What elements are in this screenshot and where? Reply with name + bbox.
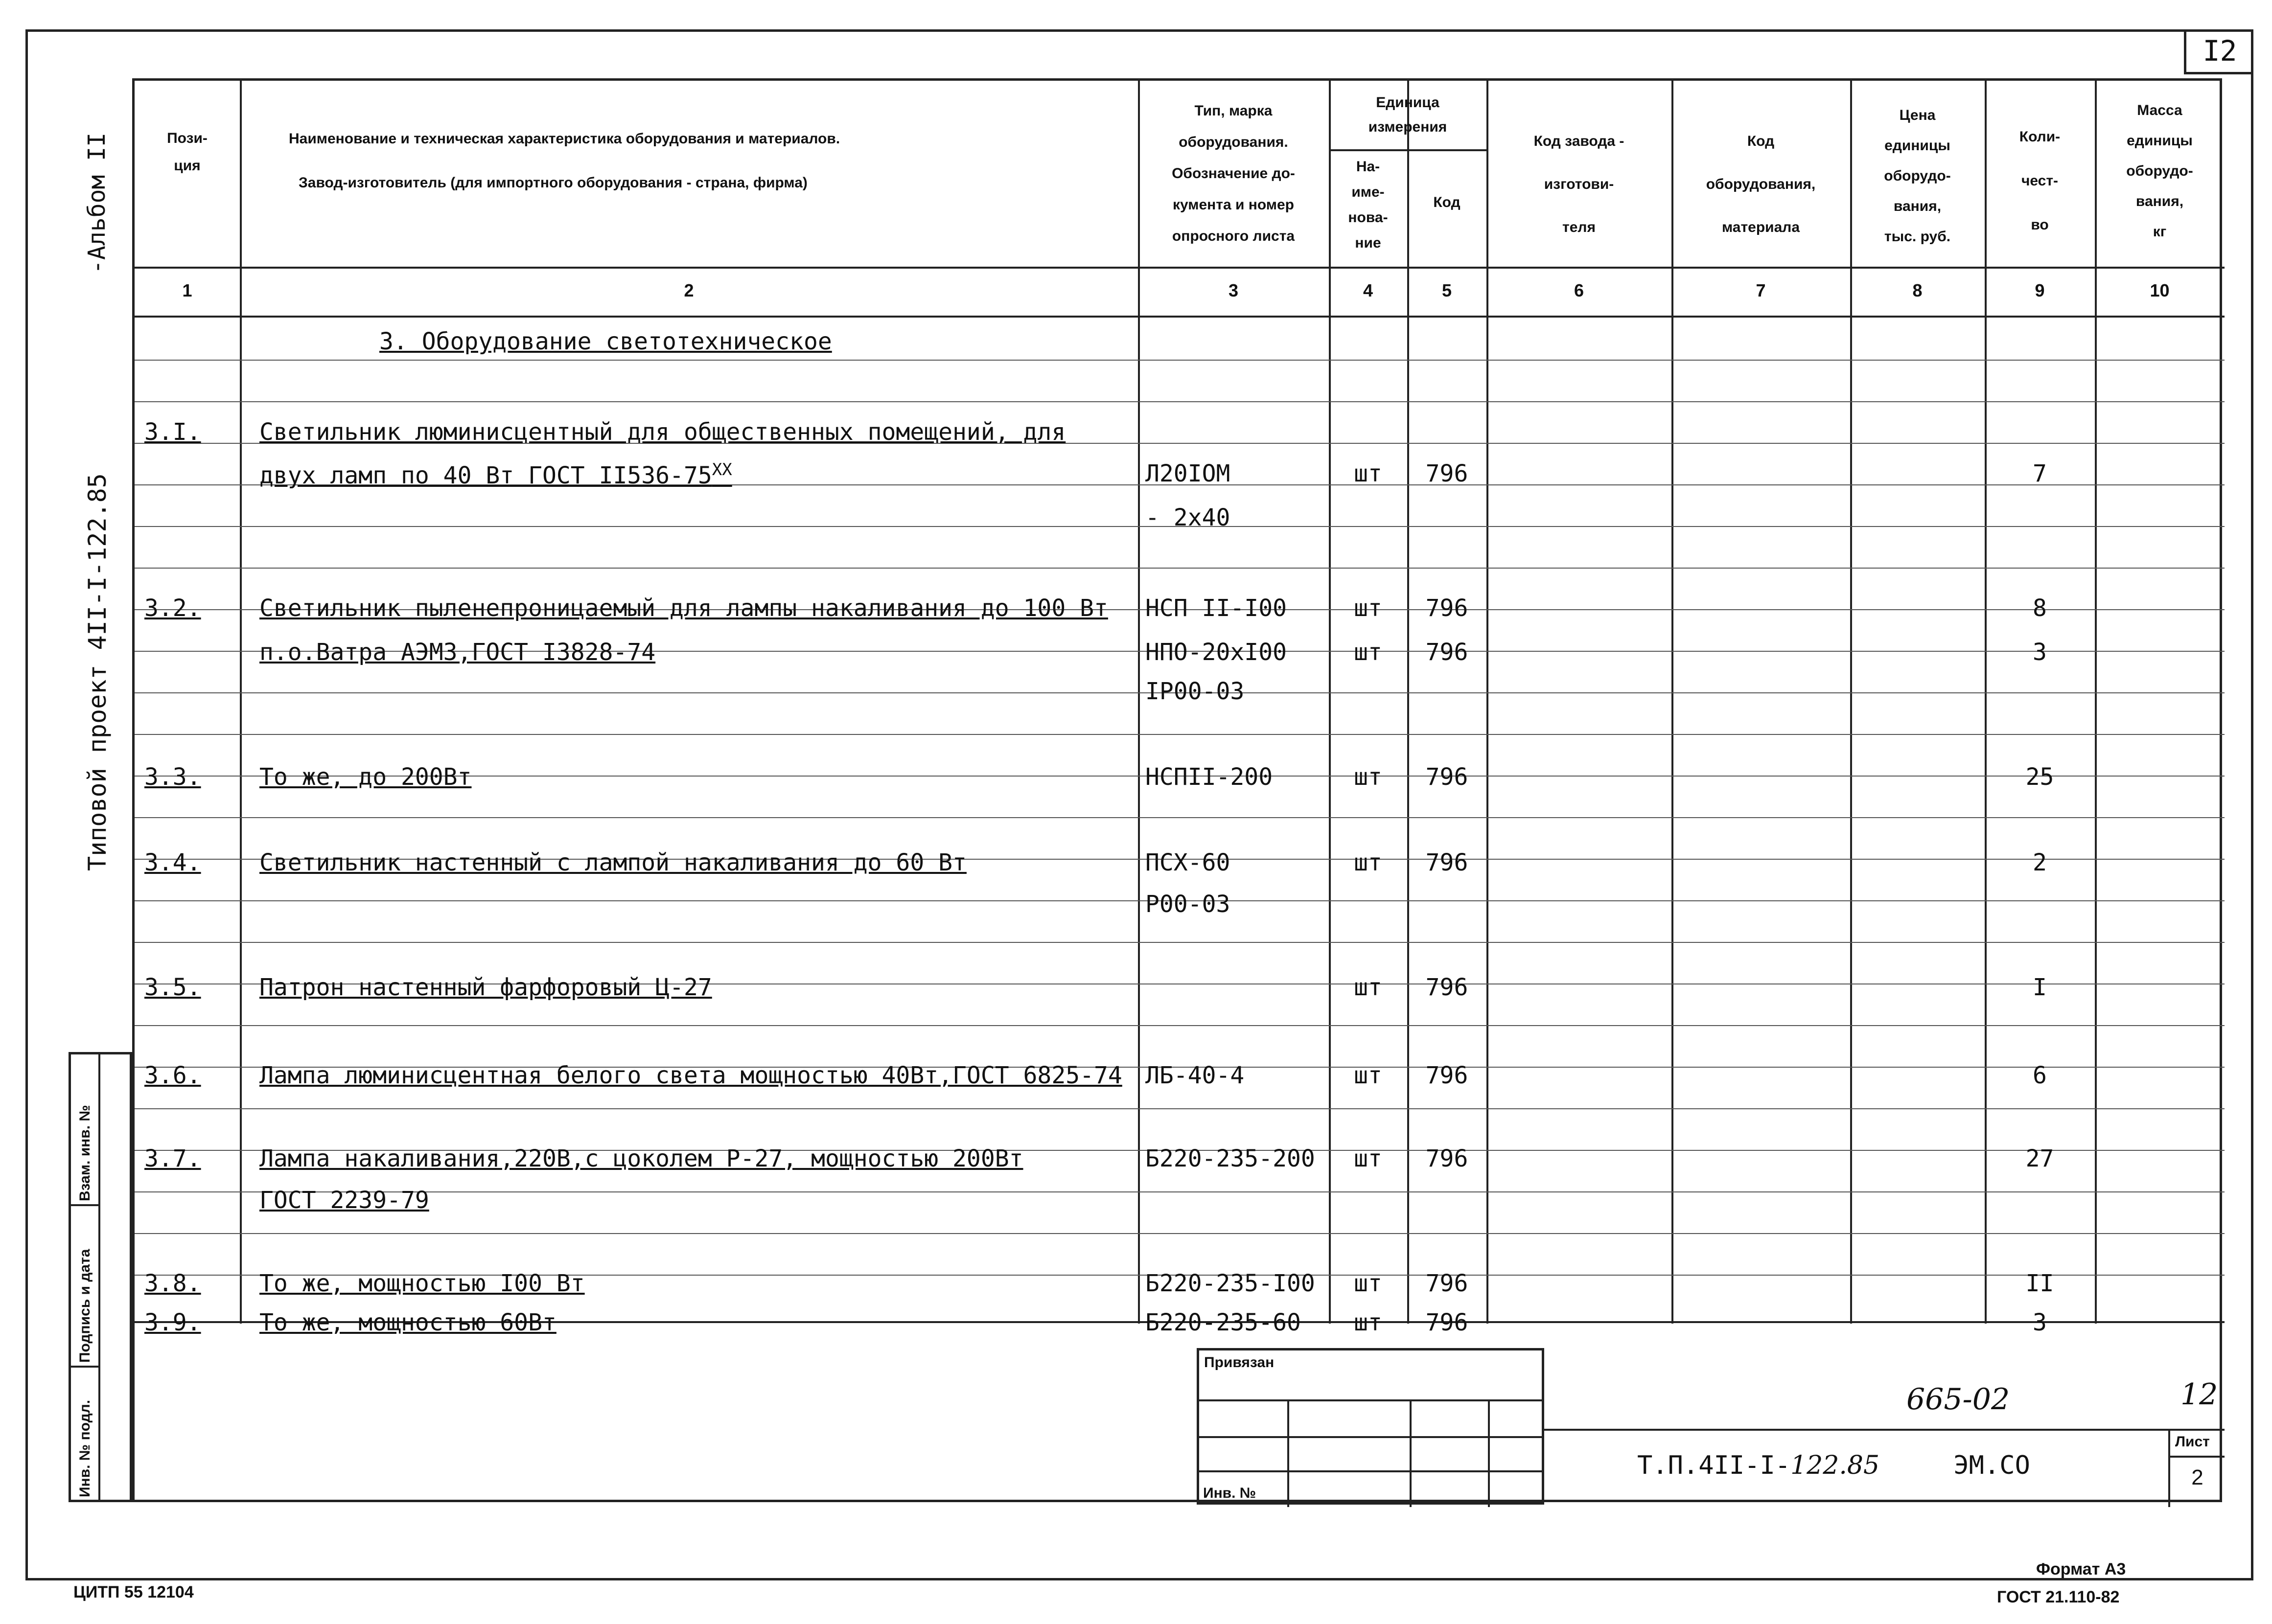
row-unit-code: 796	[1425, 1145, 1468, 1172]
row-name-superscript: XX	[712, 460, 732, 480]
row-position: 3.8.	[144, 1270, 201, 1297]
list-line	[2170, 1456, 2225, 1458]
row-quantity: II	[2025, 1270, 2054, 1297]
row-name: Патрон настенный фарфоровый Ц-27	[259, 974, 712, 1001]
stamp-line	[1199, 1436, 1542, 1438]
row-line	[135, 817, 2225, 818]
row-unit-code: 796	[1425, 1270, 1468, 1297]
row-type: Л20IОМ	[1145, 460, 1230, 487]
hdr-type: Тип, марка оборудования. Обозначение до- кумента и номер опросного листа	[1172, 103, 1295, 244]
col-num: 5	[1441, 280, 1452, 300]
list-value: 2	[2191, 1465, 2203, 1489]
row-line	[135, 734, 2225, 735]
handwritten-number: 665-02	[1906, 1382, 2010, 1417]
hdr-price: Цена единицы оборудо- вания, тыс. руб.	[1884, 107, 1951, 245]
col-num: 3	[1228, 280, 1239, 300]
row-quantity: 7	[2033, 460, 2047, 487]
row-unit: шт	[1354, 1270, 1382, 1297]
row-name: Светильник настенный с лампой накаливания до 60 Вт	[259, 849, 967, 876]
row-type: ЛБ-40-4	[1145, 1062, 1245, 1089]
row-type: Р00-03	[1145, 891, 1230, 918]
col-num: 4	[1363, 280, 1373, 300]
row-unit: шт	[1354, 1062, 1382, 1089]
col-num: 1	[182, 280, 192, 300]
row-line	[135, 1025, 2225, 1026]
row-unit: шт	[1354, 763, 1382, 791]
row-type: НСП II-I00	[1145, 595, 1287, 622]
side-album-label: -Альбом II	[83, 133, 111, 274]
stamp-line	[1199, 1470, 1542, 1472]
hdr-position: Пози- ция	[167, 130, 208, 174]
side-project-title: Типовой проект 4II-I-122.85	[83, 473, 112, 871]
row-unit: шт	[1354, 460, 1382, 487]
col-num: 8	[1912, 280, 1923, 300]
row-unit: шт	[1354, 974, 1382, 1001]
row-type: Б220-235-I00	[1145, 1270, 1315, 1297]
hdr-mass: Масса единицы оборудо- вания, кг	[2126, 102, 2193, 240]
side-stamp-box	[69, 1052, 132, 1502]
row-position: 3.9.	[144, 1309, 201, 1336]
row-type: ПСХ-60	[1145, 849, 1230, 876]
doc-prefix: Т.П.4II-I-	[1637, 1451, 1791, 1480]
row-name: Светильник пыленепроницаемый для лампы накаливания до 100 Вт	[259, 595, 1108, 622]
row-unit: шт	[1354, 1309, 1382, 1336]
row-unit-code: 796	[1425, 1309, 1468, 1336]
row-line	[135, 401, 2225, 402]
footer-gost: ГОСТ 21.110-82	[1997, 1588, 2120, 1606]
header-number-line	[135, 316, 2225, 318]
row-position: 3.7.	[144, 1145, 201, 1172]
row-name: ГОСТ 2239-79	[259, 1187, 429, 1214]
row-name: п.о.Ватра АЭМЗ,ГОСТ I3828-74	[259, 639, 656, 666]
hdr-factory-code: Код завода - изготови- теля	[1533, 133, 1624, 235]
hdr-name-1: Наименование и техническая характеристика оборудования и материалов.	[289, 131, 840, 147]
row-unit-code: 796	[1425, 639, 1468, 666]
row-line	[135, 360, 2225, 361]
row-name: Лампа люминисцентная белого света мощностью 40Вт,ГОСТ 6825-74	[259, 1062, 1122, 1089]
row-type: Б220-235-60	[1145, 1309, 1301, 1336]
side-label-replace: Взам. инв. №	[77, 1105, 93, 1201]
row-position: 3.4.	[144, 849, 201, 876]
footer-format: Формат А3	[2036, 1560, 2126, 1578]
row-position: 3.6.	[144, 1062, 201, 1089]
row-type: IР00-03	[1145, 678, 1245, 705]
list-label: Лист	[2175, 1434, 2210, 1450]
row-line	[135, 568, 2225, 569]
row-line	[135, 1233, 2225, 1234]
col-num: 10	[2150, 280, 2170, 300]
row-unit: шт	[1354, 849, 1382, 876]
equipment-table	[132, 78, 2222, 1502]
sheet-corner-number: I2	[2184, 29, 2253, 74]
row-line	[135, 1191, 2225, 1192]
row-type: - 2х40	[1145, 504, 1230, 531]
col-num: 2	[684, 280, 694, 300]
hdr-unit: Единица измерения	[1368, 94, 1447, 135]
row-unit-code: 796	[1425, 974, 1468, 1001]
header-line	[135, 267, 2225, 269]
row-unit-code: 796	[1425, 763, 1468, 791]
row-name: То же, до 200Вт	[259, 763, 472, 791]
row-unit: шт	[1354, 1145, 1382, 1172]
hdr-unit-name: На- име- нова- ние	[1348, 159, 1388, 251]
row-quantity: I	[2033, 974, 2047, 1001]
stamp-line	[1488, 1399, 1490, 1507]
stamp-attached	[1197, 1348, 1544, 1505]
row-type: НПО-20хI00	[1145, 639, 1287, 666]
row-unit: шт	[1354, 595, 1382, 622]
col-num: 7	[1756, 280, 1766, 300]
col-num: 6	[1574, 280, 1584, 300]
row-quantity: 25	[2025, 763, 2054, 791]
row-quantity: 3	[2033, 1309, 2047, 1336]
row-name: То же, мощностью I00 Вт	[259, 1270, 585, 1297]
row-line	[135, 1108, 2225, 1109]
row-name: Лампа накаливания,220В,с цоколем Р-27, мощностью 200Вт	[259, 1145, 1023, 1172]
row-quantity: 27	[2025, 1145, 2054, 1172]
row-unit-code: 796	[1425, 460, 1468, 487]
list-box	[2168, 1429, 2225, 1507]
stamp-line	[1410, 1399, 1412, 1507]
hdr-equipment-code: Код оборудования, материала	[1706, 133, 1816, 235]
row-name: Светильник люминисцентный для общественных помещений, для	[259, 418, 1066, 446]
stamp-title: Привязан	[1204, 1354, 1275, 1371]
hdr-unit-code: Код	[1433, 194, 1461, 210]
row-quantity: 8	[2033, 595, 2047, 622]
row-type: НСПII-200	[1145, 763, 1273, 791]
section-title: 3. Оборудование светотехническое	[379, 328, 832, 355]
row-position: 3.3.	[144, 763, 201, 791]
handwritten-sheet: 12	[2180, 1377, 2218, 1412]
stamp-line	[1287, 1399, 1289, 1507]
row-quantity: 3	[2033, 639, 2047, 666]
document-code	[1637, 1451, 2030, 1480]
unit-split-line	[1329, 149, 1486, 151]
row-unit-code: 796	[1425, 1062, 1468, 1089]
row-type: Б220-235-200	[1145, 1145, 1315, 1172]
doc-suffix: ЭМ.СО	[1953, 1451, 2030, 1480]
side-label-sign: Подпись и дата	[77, 1249, 93, 1363]
row-position: 3.2.	[144, 595, 201, 622]
col-num: 9	[2035, 280, 2045, 300]
doc-hand: 122.85	[1790, 1451, 1880, 1480]
row-quantity: 6	[2033, 1062, 2047, 1089]
hdr-name-2: Завод-изготовитель (для импортного оборудования - страна, фирма)	[299, 175, 808, 191]
titleblock-line	[1542, 1429, 2225, 1431]
footer-citp: ЦИТП 55 12104	[73, 1583, 194, 1601]
row-unit-code: 796	[1425, 595, 1468, 622]
side-label-inv: Инв. № подл.	[77, 1399, 93, 1497]
hdr-quantity: Коли- чест- во	[2019, 129, 2061, 233]
row-quantity: 2	[2033, 849, 2047, 876]
row-name: двух ламп по 40 Вт ГОСТ $II536-75^{XX}$	[259, 460, 732, 489]
row-line	[135, 942, 2225, 943]
row-unit-code: 796	[1425, 849, 1468, 876]
stamp-line	[1199, 1399, 1542, 1401]
row-position: 3.I.	[144, 418, 201, 446]
row-unit: шт	[1354, 639, 1382, 666]
stamp-inv: Инв. №	[1203, 1485, 1256, 1501]
row-name: То же, мощностью 60Вт	[259, 1309, 556, 1336]
row-position: 3.5.	[144, 974, 201, 1001]
